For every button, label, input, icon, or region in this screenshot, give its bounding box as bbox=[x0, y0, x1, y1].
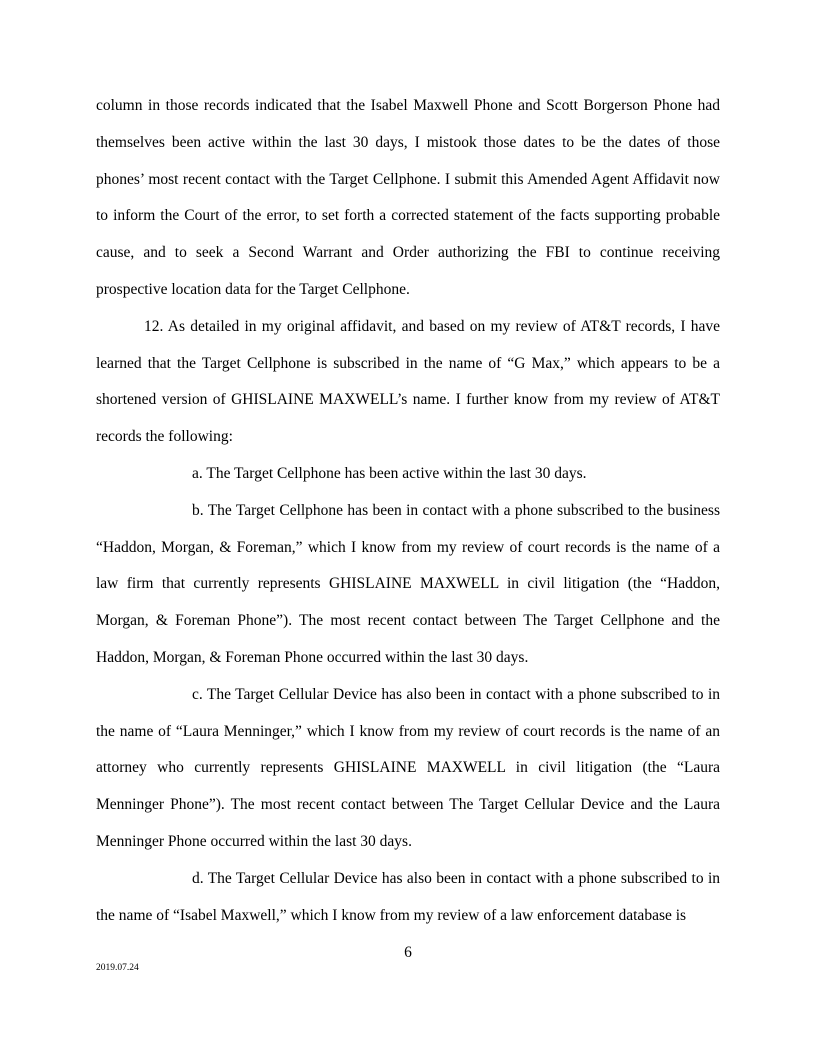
footer-date: 2019.07.24 bbox=[96, 963, 139, 973]
document-body bbox=[96, 88, 720, 934]
subparagraph-a: a. The Target Cellphone has been active within the last 30 days. bbox=[192, 464, 587, 482]
subparagraph-c: c. The Target Cellular Device has also been in contact with a phone subscribed to in the name of “Laura Menninger,” which I know from my review of court records is the name of an attorney who currently represents GHISLAINE MAXWELL in civil litigation (the “Laura Menninger Phone”). The most recent contact between The Target Cellular Device and the Laura Menninger Phone occurred within the last 30 days. bbox=[96, 685, 720, 850]
paragraph-continuation: column in those records indicated that the Isabel Maxwell Phone and Scott Borgerson Phone had themselves been active within the last 30 days, I mistook those dates to be the dates of those phones’ most recent contact with the Target Cellphone. I submit this Amended Agent Affidavit now to inform the Court of the error, to set forth a corrected statement of the facts supporting probable cause, and to seek a Second Warrant and Order authorizing the FBI to continue receiving prospective location data for the Target Cellphone. bbox=[96, 97, 720, 298]
paragraph-12: 12. As detailed in my original affidavit, and based on my review of AT&T records, I have learned that the Target Cellphone is subscribed in the name of “G Max,” which appears to be a shortened version of GHISLAINE MAXWELL’s name. I further know from my review of AT&T records the following: bbox=[96, 317, 720, 446]
page-number: 6 bbox=[404, 944, 412, 961]
subparagraph-d: d. The Target Cellular Device has also been in contact with a phone subscribed to in the name of “Isabel Maxwell,” which I know from my review of a law enforcement database is bbox=[96, 869, 720, 924]
subparagraph-b: b. The Target Cellphone has been in contact with a phone subscribed to the business “Haddon, Morgan, & Foreman,” which I know from my review of court records is the name of a law firm that currently represents GHISLAINE MAXWELL in civil litigation (the “Haddon, Morgan, & Foreman Phone”). The most recent contact between The Target Cellphone and the Haddon, Morgan, & Foreman Phone occurred within the last 30 days. bbox=[96, 501, 720, 666]
